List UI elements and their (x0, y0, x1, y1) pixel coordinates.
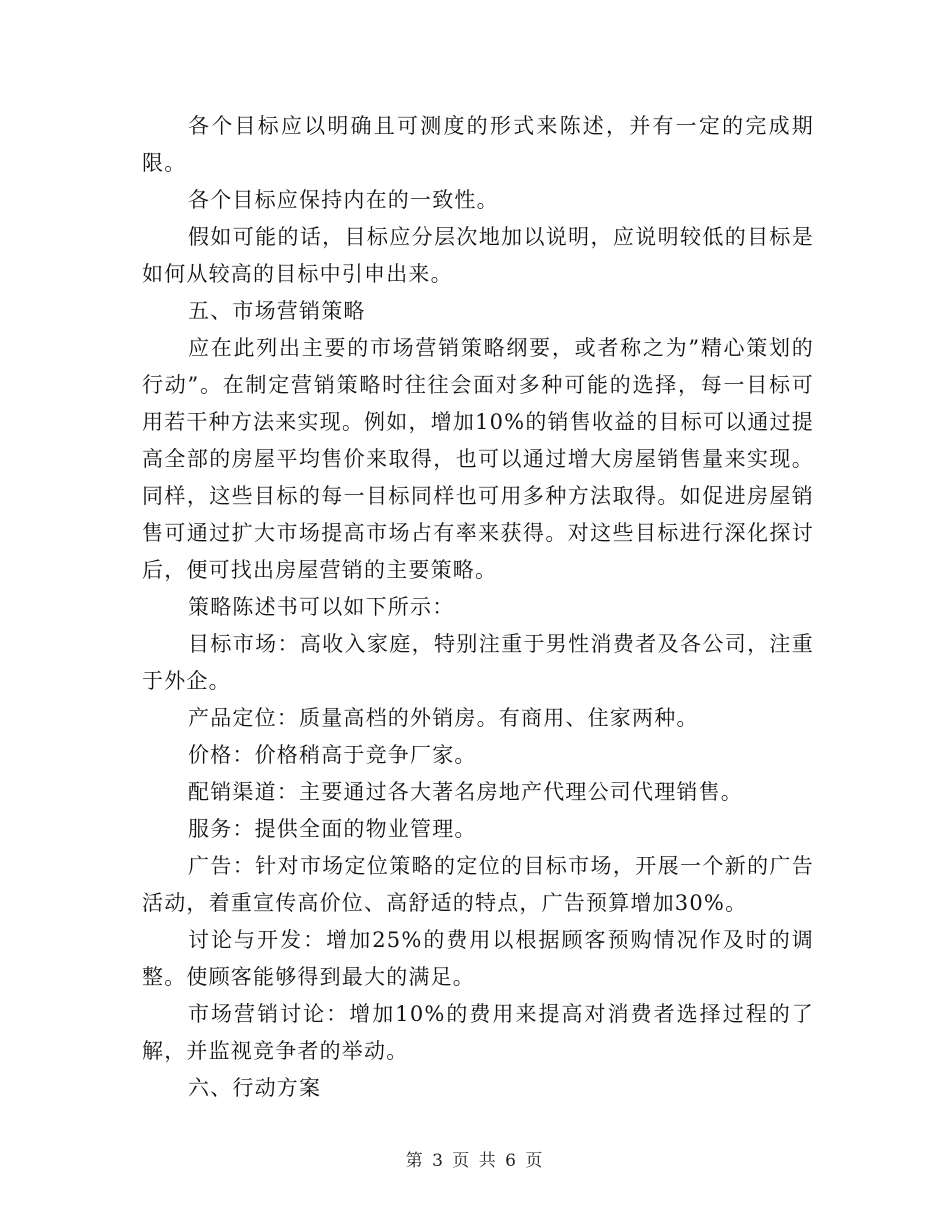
paragraph-objectives-consistent: 各个目标应保持内在的一致性。 (188, 188, 499, 212)
section-heading-marketing-strategy: 五、市场营销策略 (188, 299, 366, 323)
paragraph-price: 价格：价格稍高于竞争厂家。 (188, 743, 477, 767)
paragraph-advertising: 广告：针对市场定位策略的定位的目标市场，开展一个新的广告活动，着重宣传高价位、高舒适的特点，广告预算增加30%。 (142, 854, 814, 915)
paragraph-strategy-statement-intro: 策略陈述书可以如下所示： (188, 595, 455, 619)
paragraph-distribution-channel: 配销渠道：主要通过各大著名房地产代理公司代理销售。 (188, 780, 743, 804)
paragraph-strategy-outline: 应在此列出主要的市场营销策略纲要，或者称之为”精心策划的行动”。在制定营销策略时往往会面对多种可能的选择，每一目标可用若干种方法来实现。例如，增加10%的销售收益的目标可以通过提高全部的房屋平均售价来取得，也可以通过增大房屋销售量来实现。同样，这些目标的每一目标同样也可用多种方法取得。如促进房屋销售可通过扩大市场提高市场占有率来获得。对这些目标进行深化探讨后，便可找出房屋营销的主要策略。 (142, 336, 814, 582)
section-heading-action-plan: 六、行动方案 (188, 1076, 322, 1100)
page-number-footer: 第 3 页 共 6 页 (405, 1151, 545, 1171)
paragraph-product-positioning: 产品定位：质量高档的外销房。有商用、住家两种。 (188, 706, 699, 730)
paragraph-research-development: 讨论与开发：增加25%的费用以根据顾客预购情况作及时的调整。使顾客能够得到最大的满足。 (142, 928, 814, 989)
paragraph-target-market: 目标市场：高收入家庭，特别注重于男性消费者及各公司，注重于外企。 (142, 632, 814, 693)
paragraph-objectives-hierarchy: 假如可能的话，目标应分层次地加以说明，应说明较低的目标是如何从较高的目标中引申出来。 (142, 225, 814, 286)
document-body (142, 108, 814, 1107)
paragraph-marketing-research: 市场营销讨论：增加10%的费用来提高对消费者选择过程的了解，并监视竞争者的举动。 (142, 1002, 814, 1063)
paragraph-service: 服务：提供全面的物业管理。 (188, 817, 477, 841)
paragraph-objectives-measurable: 各个目标应以明确且可测度的形式来陈述，并有一定的完成期限。 (142, 114, 814, 175)
